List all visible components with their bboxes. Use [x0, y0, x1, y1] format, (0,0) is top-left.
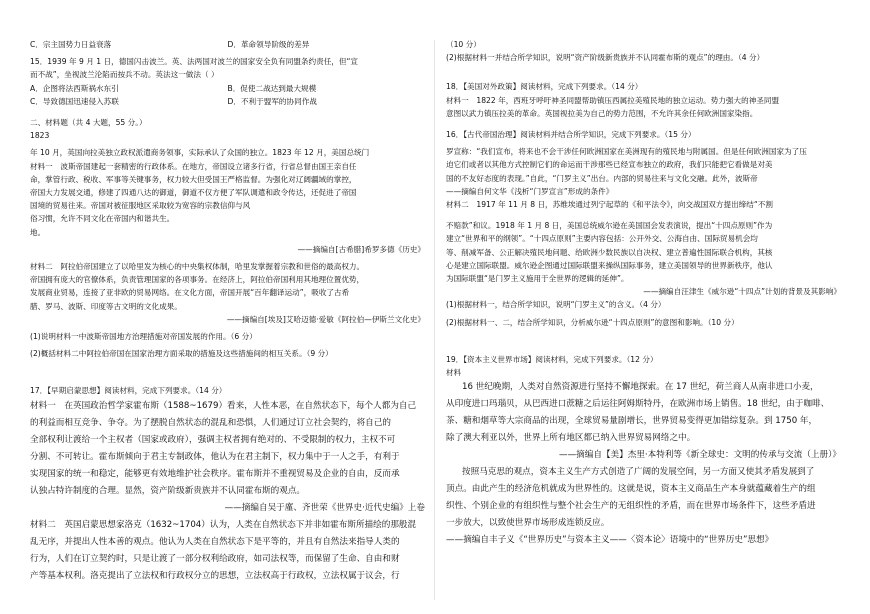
q16-question-2: (2)概括材料二中阿拉伯帝国在国家治理方面采取的措施及这些措施间的相互关系。（9 分）: [30, 349, 333, 359]
q17-material2-line: 材料二 英国启蒙思想家洛克（1632~1704）认为，人类在自然状态下并非如霍布斯所描绘的那般混: [30, 519, 417, 530]
q15-options-row1: [30, 82, 425, 95]
q19-material2-line: 按照马克思的观点，资本主义生产方式创造了广阔的发展空间，另一方面又使其矛盾发展到了: [462, 467, 815, 478]
q15-option-b: B．促使二战达到最大规模: [227, 83, 317, 93]
q15-option-a: A．企图将法西斯祸水东引: [30, 83, 119, 93]
q16-line: 年 10 月，英国向拉美独立政权派遣商务领事，实际承认了众国的独立。1823 年 12 月，美国总统门: [30, 148, 370, 158]
q14-options-row: [30, 38, 425, 51]
q16b-material2-line: 不赔款”和议。1918 年 1 月 8 日，美国总统威尔逊在美国国会发表演说，提出“十四点原则”作为: [446, 221, 773, 231]
q19-material-line: 16 世纪晚期，人类对自然资源进行坚持不懈地探索。在 17 世纪，荷兰商人从南非进口小麦，: [462, 382, 819, 393]
q16-line: 俗习惯，允许不同文化在帝国内和谐共生。: [30, 214, 175, 224]
q16b-material-line: ——摘编自何文华《浅析“门罗宣言”形成的条件》: [446, 186, 614, 196]
q16b-material2-line: 等、削减军备、公正解决殖民地问题、给欧洲少数民族以自决权、建立普遍性国际联合机构，其核: [446, 247, 773, 257]
q16b-material-line: 罗宣称：“我们宣布，将来也不会干涉任何欧洲国家在美洲现有的殖民地与附属国。但是任何欧洲国家为了压: [446, 147, 807, 157]
q17-title: 17．【早期启蒙思想】阅读材料，完成下列要求。（14 分）: [30, 386, 227, 396]
right-column: [446, 38, 841, 549]
column-divider: [434, 40, 435, 600]
q18-material-line: 材料一 1822 年，西班牙呼吁神圣同盟帮助镇压西属拉美殖民地的独立运动。势力强大的神圣同盟: [446, 95, 780, 105]
q15-stem-line2: 而不战”，坐视波兰沦陷而按兵不动。英法这一做法（ ）: [30, 70, 219, 80]
q15-options-row2: [30, 95, 425, 108]
q17-material1-line: 认独占特许制度的合理。显然，资产阶级新贵族并不认同霍布斯的观点。: [30, 485, 306, 496]
q16b-title: 16．【古代帝国治理】阅读材料并结合所学知识，完成下列要求。（15 分）: [446, 130, 696, 140]
q16b-material2-line: 心是建立国际联盟。威尔逊企图通过国际联盟来操纵国际事务，建立美国领导的世界新秩序，他认: [446, 260, 773, 270]
q17-material1-line: 全部权利让渡给一个主权者（国家或政府），强调主权者拥有绝对的、不受限制的权力，主权不可: [30, 434, 396, 445]
q16b-material2-line: 为国际联盟“是门罗主义施用于全世界的逻辑的延伸”。: [446, 274, 629, 284]
q18-question-1: (1)根据材料一，结合所学知识，说明“门罗主义”的含义。（4 分）: [446, 300, 666, 310]
q19-material2-line: 织性、个别企业的有组织性与整个社会生产的无组织性的矛盾，而在世界市场条件下，这些矛盾进: [446, 501, 816, 512]
q17-material1-line: 材料一 在英国政治哲学家霍布斯（1588~1679）看来，人性本恶，在自然状态下，每个人都为自己: [30, 400, 417, 411]
q16b-citation: ——摘编自汪津生《威尔逊“十四点”计划的背景及其影响》: [643, 287, 841, 297]
q19-material-line: 从印度进口玛瑙贝，从巴西进口蔗糖之后运往阿姆斯特丹，在欧洲市场上销售。18 世纪，由于咖啡、: [446, 399, 830, 410]
q15-option-c: C．导致德国迅速侵入苏联: [30, 96, 119, 106]
q18-title: 18．【美国对外政策】阅读材料，完成下列要求。（14 分）: [446, 82, 643, 92]
q17-citation-1: ——摘编自吴于廑、齐世荣《世界史·近代史编》上卷: [224, 502, 425, 513]
q17-material2-line: 乱无序，并提出人性本善的观点。他认为人类在自然状态下是平等的，并且有自然法来指导人类的: [30, 536, 400, 547]
q15-stem-line1: 15．1939 年 9 月 1 日，德国闪击波兰。英、法两国对波兰的国家安全负有同盟条约责任，但“宣: [30, 57, 359, 67]
q16b-material-line: 国的不友好态度的表现。”自此，“门罗主义”出台。内部的贸易往来与文化交融。此外，波斯帝: [446, 173, 758, 183]
q19-material-line: 除了澳大利亚以外，世界上所有地区都已纳入世界贸易网络之中。: [446, 433, 696, 444]
q14-option-d: D．革命领导阶级的差异: [227, 40, 310, 49]
q18-question-2: (2)根据材料一、二，结合所学知识，分析威尔逊“十四点原则”的意图和影响。（10 分）: [446, 317, 739, 327]
year-label: 1823: [30, 131, 50, 141]
left-column: [30, 38, 425, 585]
q16-citation-2: ——摘编自[埃及]艾哈迈德·爱敏《阿拉伯—伊斯兰文化史》: [226, 314, 425, 324]
q16b-material2-line: 建立“世界和平的纲领”。“十四点原则”主要内容包括：公开外交、公海自由、国际贸易机会均: [446, 234, 758, 244]
q16-line: 地。: [30, 227, 46, 237]
q16-material2-line: 发展商业贸易，连接了亚非欧的贸易网络。在文化方面，帝国开展“百年翻译运动”，吸收了古希: [30, 288, 350, 298]
q16-material2-line: 腊、罗马、波斯、印度等古文明的文化成果。: [30, 301, 182, 311]
q17-material1-line: 分割、不可转让。霍布斯倾向于君主专制政体，他认为在君主制下，权力集中于一人之手，有利于: [30, 451, 400, 462]
q19-material2-line: 一步放大，以致使世界市场形成连锁反应。: [446, 518, 610, 529]
q19-title: 19．【资本主义世界市场】阅读材料，完成下列要求。（12 分）: [446, 354, 658, 364]
q16-line: 材料一 波斯帝国建起一套精密的行政体系。在地方，帝国设立诸多行省，行省总督由国王亲自任: [30, 161, 357, 171]
q17-material2-line: 产等基本权利。洛克提出了立法权和行政权分立的思想，立法权高于行政权，立法权属于议会，行: [30, 570, 400, 581]
q16-line: 帝国大力发展交通，修建了四通八达的御道，御道不仅方便了军队调遣和政令传达，还促进了帝国: [30, 188, 357, 198]
q19-citation-2: ——摘编自丰子义《“世界历史”与资本主义——〈资本论〉语境中的“世界历史”思想》: [446, 535, 774, 546]
q17-question-2: (2)根据材料一并结合所学知识，说明“资产阶级新贵族并不认同霍布斯的观点”的理由。（4 分）: [446, 53, 765, 63]
q19-material-label: 材料: [446, 368, 462, 378]
q16-material2-line: 材料二 阿拉伯帝国建立了以哈里发为核心的中央集权体制，哈里发掌握着宗教和世俗的最高权力。: [30, 262, 365, 272]
q19-citation-1: ——摘编自【美】杰里·本特利等《新全球史：文明的传承与交流（上册）》: [558, 450, 841, 461]
q16b-material2-line: 材料二 1917 年 11 月 8 日，苏维埃通过列宁起草的《和平法令》，向交战国双方提出缔结“不割: [446, 200, 773, 210]
q16-citation-1: ——摘编自[古希腊]希罗多德《历史》: [297, 244, 425, 254]
q17-material1-line: 实现国家的统一和稳定，能够更有效地维护社会秩序。霍布斯并不重视贸易及企业的自由，反而承: [30, 468, 400, 479]
q17-points: （10 分）: [446, 40, 481, 49]
q16b-material-line: 迫它们或者以其他方式控制它们的命运而干涉那些已经宣布独立的政府，我们只能把它看做是对美: [446, 160, 773, 170]
q16-line: 国境的贸易往来。帝国对被征服地区采取较为宽容的宗教信仰与风: [30, 201, 251, 211]
q17-material2-line: 行为，人们在订立契约时，只是让渡了一部分权利给政府，如司法权等，而保留了生命、自由和财: [30, 553, 400, 564]
q19-material-line: 茶、糖和烟草等大宗商品的出现，全球贸易量剧增长，世界贸易变得更加错综复杂。到 1750 年，: [446, 416, 818, 427]
q16-question-1: (1)说明材料一中波斯帝国地方治理措施对帝国发展的作用。（6 分）: [30, 332, 257, 342]
q16-line: 命，掌管行政、税收、军事等关键事务，权力较大但受国王严格监督。为强化对辽阔疆域的掌控，: [30, 174, 357, 184]
q15-option-d: D．不利于盟军的协同作战: [227, 96, 317, 106]
q16-material2-line: 帝国拥有庞大的官僚体系，负责管理国家的各项事务。在经济上，阿拉伯帝国利用其地理位置优势，: [30, 275, 365, 285]
q17-material1-line: 的利益而相互竞争、争夺。为了摆脱自然状态的混乱和恐惧，人们通过订立社会契约，将自己的: [30, 417, 391, 428]
q14-option-c: C．宗主国势力日益衰落: [30, 40, 112, 49]
q18-material-line: 意图以武力镇压拉美的革命。英国视拉美为自己的势力范围，不允许其余任何欧洲国家染指。: [446, 108, 758, 118]
q19-material2-line: 顶点。由此产生的经济危机就成为世界性的。这就是说，资本主义商品生产本身就蕴藏着生产的组: [446, 484, 816, 495]
section2-heading: 二、材料题（共 4 大题，55 分。）: [30, 118, 147, 128]
